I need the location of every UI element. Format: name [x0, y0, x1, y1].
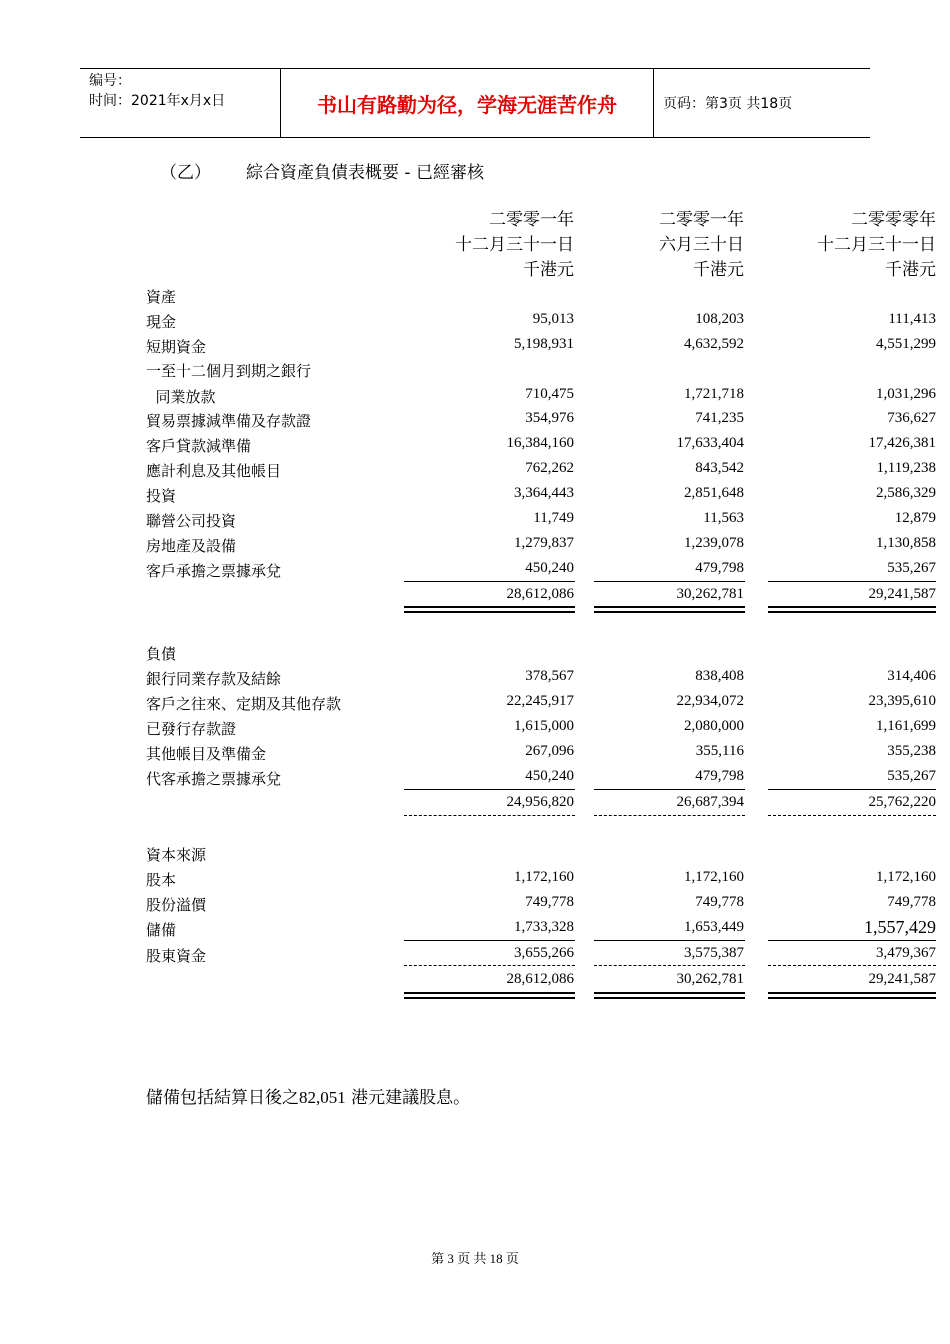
rule-line: [768, 940, 936, 941]
rule-line: [404, 789, 575, 790]
double-rule: [594, 992, 745, 999]
time-label: 时间：2021年x月x日: [89, 93, 226, 109]
row-label: 應計利息及其他帳目: [146, 462, 282, 480]
rule-line: [768, 789, 936, 790]
capital-heading: 資本來源: [146, 846, 207, 864]
row-label: 房地產及設備: [146, 537, 237, 555]
cell-value: 741,235: [695, 410, 744, 426]
cell-value: 843,542: [695, 460, 744, 476]
row-label: 股東資金: [146, 947, 207, 965]
cell-value: 1,653,449: [684, 919, 744, 935]
page-header: [80, 68, 870, 138]
cell-value: 749,778: [695, 894, 744, 910]
cell-value: 450,240: [525, 768, 574, 784]
assets-heading: 資產: [146, 288, 177, 306]
cell-value: 5,198,931: [514, 336, 574, 352]
dashed-rule: [768, 815, 936, 816]
capital-total: 29,241,587: [868, 971, 936, 987]
cell-value: 95,013: [532, 311, 574, 327]
cell-value: 4,551,299: [876, 336, 936, 352]
cell-value: 710,475: [525, 386, 574, 402]
assets-total: 30,262,781: [676, 586, 744, 602]
cell-value: 535,267: [887, 768, 936, 784]
double-rule: [404, 992, 575, 999]
column-header-1: 二零零一年 十二月三十一日 千港元: [455, 210, 574, 280]
cell-value: 1,172,160: [684, 869, 744, 885]
cell-value: 838,408: [695, 668, 744, 684]
rule-line: [404, 581, 575, 582]
cell-value: 108,203: [695, 311, 744, 327]
row-label: 客戶之往來、定期及其他存款: [146, 695, 342, 713]
cell-value: 1,733,328: [514, 919, 574, 935]
cell-value: 1,239,078: [684, 535, 744, 551]
cell-value: 1,130,858: [876, 535, 936, 551]
capital-total: 30,262,781: [676, 971, 744, 987]
cell-value: 1,172,160: [514, 869, 574, 885]
rule-line: [594, 940, 745, 941]
dashed-rule: [594, 815, 745, 816]
cell-value: 3,479,367: [876, 945, 936, 961]
cell-value: 16,384,160: [506, 435, 574, 451]
cell-value: 1,615,000: [514, 718, 574, 734]
cell-value: 479,798: [695, 768, 744, 784]
double-rule: [404, 606, 575, 613]
cell-value: 2,586,329: [876, 485, 936, 501]
cell-value: 2,851,648: [684, 485, 744, 501]
row-label: 代客承擔之票據承兌: [146, 770, 282, 788]
rule-line: [594, 789, 745, 790]
double-rule: [768, 992, 936, 999]
cell-value: 355,238: [887, 743, 936, 759]
row-label: 股份溢價: [146, 896, 207, 914]
double-rule: [768, 606, 936, 613]
cell-value: 314,406: [887, 668, 936, 684]
assets-total: 28,612,086: [506, 586, 574, 602]
cell-value: 450,240: [525, 560, 574, 576]
cell-value: 1,172,160: [876, 869, 936, 885]
column-header-2: 二零零一年 六月三十日 千港元: [659, 210, 744, 280]
code-label: 编号：: [89, 73, 131, 89]
liabilities-total: 24,956,820: [506, 794, 574, 810]
cell-value: 3,655,266: [514, 945, 574, 961]
cell-value: 762,262: [525, 460, 574, 476]
cell-value: 11,563: [703, 510, 744, 526]
cell-value: 3,575,387: [684, 945, 744, 961]
header-meta: [80, 69, 281, 137]
row-label: 短期資金: [146, 338, 207, 356]
cell-value: 736,627: [887, 410, 936, 426]
cell-value: 479,798: [695, 560, 744, 576]
cell-value: 1,161,699: [876, 718, 936, 734]
cell-value: 1,279,837: [514, 535, 574, 551]
cell-value: 749,778: [887, 894, 936, 910]
row-label: 股本: [146, 871, 177, 889]
dashed-rule: [768, 965, 936, 966]
dashed-rule: [594, 965, 745, 966]
cell-value: 378,567: [525, 668, 574, 684]
rule-line: [594, 581, 745, 582]
cell-value: 4,632,592: [684, 336, 744, 352]
row-label: 銀行同業存款及結餘: [146, 670, 282, 688]
capital-total: 28,612,086: [506, 971, 574, 987]
cell-value: 17,633,404: [676, 435, 744, 451]
rule-line: [768, 581, 936, 582]
double-rule: [594, 606, 745, 613]
row-label: 貿易票據減準備及存款證: [146, 412, 312, 430]
header-page-info: 页码：第3页 共18页: [663, 96, 793, 112]
cell-value: 354,976: [525, 410, 574, 426]
reserve-note: 儲備包括結算日後之82,051 港元建議股息。: [146, 1088, 471, 1108]
row-label: 同業放款: [146, 388, 216, 406]
row-label: 一至十二個月到期之銀行: [146, 362, 312, 380]
cell-value: 355,116: [695, 743, 744, 759]
cell-value: 23,395,610: [868, 693, 936, 709]
cell-value: 22,245,917: [506, 693, 574, 709]
cell-value: 749,778: [525, 894, 574, 910]
row-label: 已發行存款證: [146, 720, 237, 738]
dashed-rule: [404, 965, 575, 966]
row-label: 客戶承擔之票據承兌: [146, 562, 282, 580]
cell-value: 111,413: [888, 311, 936, 327]
cell-value: 17,426,381: [868, 435, 936, 451]
cell-value: 1,031,296: [876, 386, 936, 402]
row-label: 客戶貸款減準備: [146, 437, 252, 455]
rule-line: [404, 940, 575, 941]
cell-value: 1,557,429: [864, 917, 936, 937]
row-label: 聯營公司投資: [146, 512, 237, 530]
row-label: 儲備: [146, 921, 177, 939]
header-slogan: 书山有路勤为径，学海无涯苦作舟: [281, 69, 654, 137]
cell-value: 2,080,000: [684, 718, 744, 734]
liabilities-heading: 負債: [146, 645, 177, 663]
row-label: 其他帳目及準備金: [146, 745, 267, 763]
dashed-rule: [404, 815, 575, 816]
section-marker: （乙）: [160, 163, 211, 183]
liabilities-total: 25,762,220: [868, 794, 936, 810]
row-label: 現金: [146, 313, 177, 331]
cell-value: 1,119,238: [876, 460, 936, 476]
column-header-3: 二零零零年 十二月三十一日 千港元: [817, 210, 936, 280]
liabilities-total: 26,687,394: [676, 794, 744, 810]
page-footer: 第 3 页 共 18 页: [431, 1251, 519, 1266]
cell-value: 267,096: [525, 743, 574, 759]
assets-total: 29,241,587: [868, 586, 936, 602]
cell-value: 1,721,718: [684, 386, 744, 402]
cell-value: 11,749: [533, 510, 574, 526]
row-label: 投資: [146, 487, 177, 505]
cell-value: 22,934,072: [676, 693, 744, 709]
section-title: 綜合資產負債表概要 - 已經審核: [246, 163, 484, 183]
cell-value: 3,364,443: [514, 485, 574, 501]
cell-value: 12,879: [894, 510, 936, 526]
cell-value: 535,267: [887, 560, 936, 576]
